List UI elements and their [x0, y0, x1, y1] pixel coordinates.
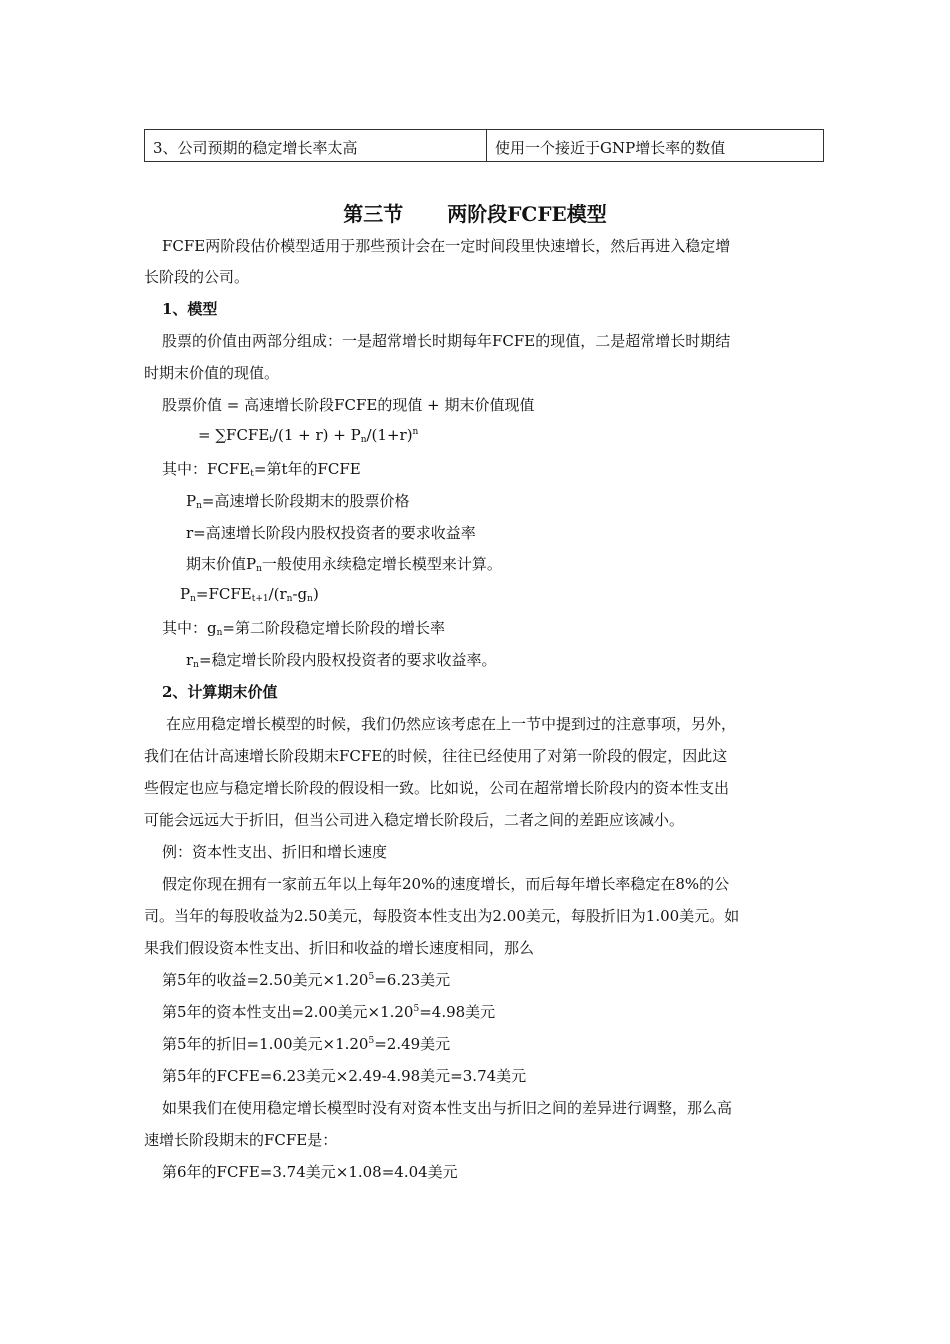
paragraph-line: 如果我们在使用稳定增长模型时没有对资本性支出与折旧之间的差异进行调整，那么高 [162, 1099, 733, 1117]
calc-depreciation: 第5年的折旧=1.00美元$\times 1.20^5=2.49$美元 [162, 1035, 451, 1053]
heading-terminal-value: 2、计算期末价值 [162, 683, 278, 701]
paragraph-line: 时期末价值的现值。 [144, 364, 280, 382]
calc-fcfe-year6: 第6年的FCFE=3.74美元×1.08=4.04美元 [162, 1163, 458, 1181]
example-title: 例：资本性支出、折旧和增长速度 [162, 843, 388, 861]
definition-fcfe: 其中：$FCFE_t=$第t年的FCFE [162, 460, 361, 479]
paragraph-line: 股票的价值由两部分组成：一是超常增长时期每年FCFE的现值，二是超常增长时期结 [162, 332, 731, 350]
calc-earnings: 第5年的收益=2.50美元$\times 1.20^5=6.23$美元 [162, 971, 451, 989]
definition-pn: $P_n=$高速增长阶段期末的股票价格 [186, 492, 410, 511]
table-cell-problem: 3、公司预期的稳定增长率太高 [145, 130, 487, 161]
definition-rn: $r_n=$稳定增长阶段内股权投资者的要求收益率。 [186, 651, 497, 670]
paragraph-line: 果我们假设资本性支出、折旧和收益的增长速度相同，那么 [144, 939, 535, 957]
heading-model: 1、模型 [162, 300, 218, 318]
equation-stock-value: 股票价值 = 高速增长阶段FCFE的现值 + 期末价值现值 [162, 396, 535, 414]
equation-sum: = $\sum FCFE_t/(1 + r) + P_n/(1+r)^n$ [198, 426, 419, 445]
table-cell-solution: 使用一个接近于GNP增长率的数值 [495, 139, 726, 157]
equation-pn: $P_n=FCFE_{t+1}/(r_n-g_n)$ [180, 585, 319, 604]
paragraph-line: 可能会远远大于折旧，但当公司进入稳定增长阶段后，二者之间的差距应该减小。 [144, 811, 685, 829]
definition-gn: 其中：$g_n=$第二阶段稳定增长阶段的增长率 [162, 619, 445, 638]
paragraph-line: 速增长阶段期末的FCFE是： [144, 1131, 338, 1149]
note-table [144, 129, 824, 162]
section-title [0, 198, 950, 227]
paragraph-line: 些假定也应与稳定增长阶段的假设相一致。比如说，公司在超常增长阶段内的资本性支出 [144, 779, 730, 797]
section-name: 两阶段FCFE模型 [447, 202, 607, 226]
paragraph-line: 司。当年的每股收益为2.50美元，每股资本性支出为2.00美元，每股折旧为1.00美元。如 [144, 907, 740, 925]
intro-line-2: 长阶段的公司。 [144, 268, 250, 286]
paragraph-line: 在应用稳定增长模型的时候，我们仍然应该考虑在上一节中提到过的注意事项，另外， [166, 715, 737, 733]
paragraph-line: 我们在估计高速增长阶段期末FCFE的时候，往往已经使用了对第一阶段的假定，因此这 [144, 747, 728, 765]
paragraph-line: 假定你现在拥有一家前五年以上每年20%的速度增长，而后每年增长率稳定在8%的公 [162, 875, 730, 893]
calc-fcfe-year5: 第5年的FCFE=6.23美元×2.49-4.98美元=3.74美元 [162, 1067, 527, 1085]
calc-capex: 第5年的资本性支出=2.00美元$\times 1.20^5=4.98$美元 [162, 1003, 496, 1021]
intro-line-1: FCFE两阶段估价模型适用于那些预计会在一定时间段里快速增长，然后再进入稳定增 [162, 237, 731, 255]
section-number: 第三节 [343, 202, 404, 226]
definition-r: r=高速增长阶段内股权投资者的要求收益率 [186, 524, 476, 542]
terminal-value-note: 期末价值$P_n$一般使用永续稳定增长模型来计算。 [186, 555, 502, 574]
